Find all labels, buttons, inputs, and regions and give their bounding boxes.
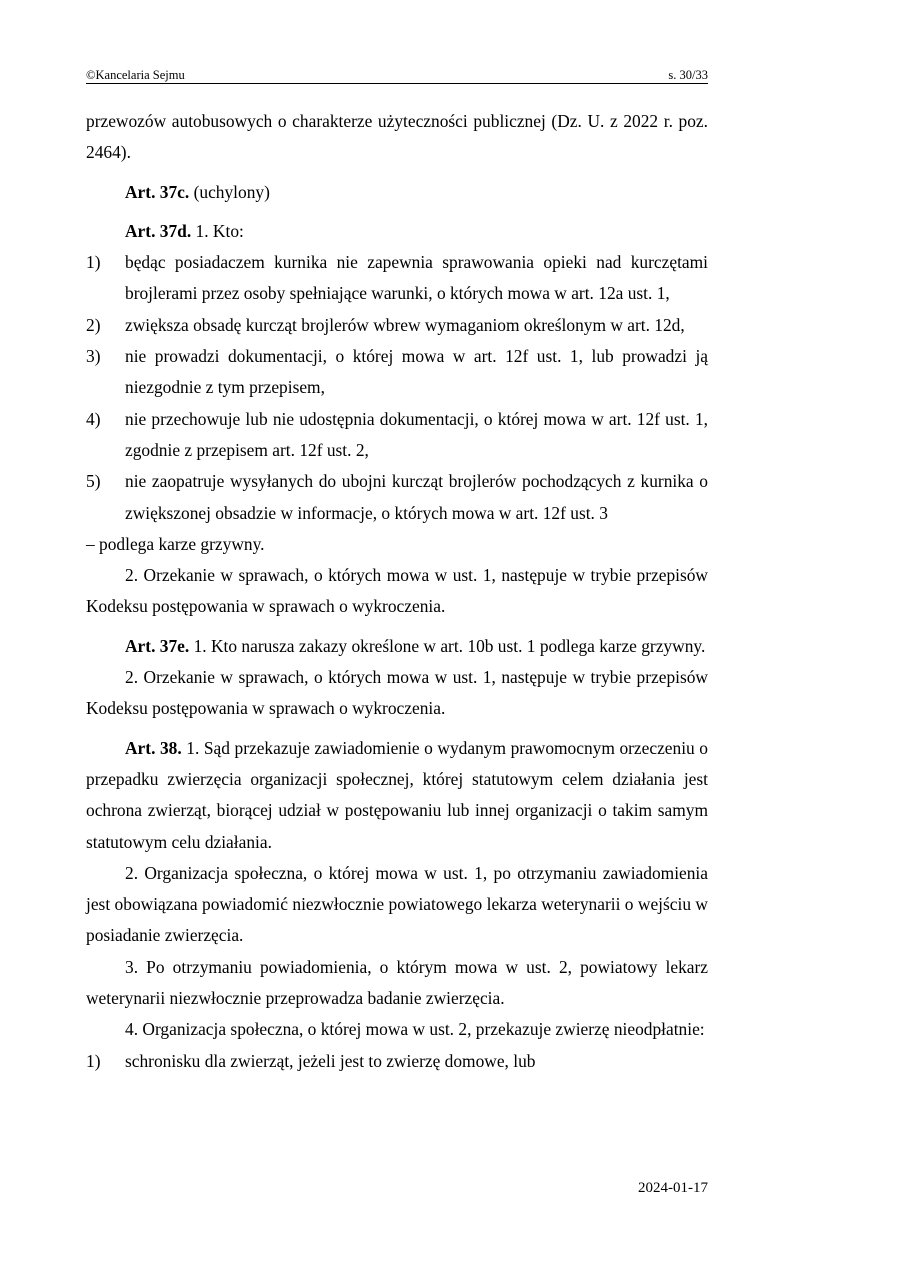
list-item-text: schronisku dla zwierząt, jeżeli jest to zwierzę domowe, lub (125, 1050, 536, 1071)
list-item-number: 5) (86, 471, 101, 492)
article-text: 1. Kto narusza zakazy określone w art. 10b ust. 1 podlega karze grzywny. (189, 635, 706, 656)
article-label: Art. 37e. (125, 635, 190, 656)
list-item-number: 1) (86, 252, 101, 273)
article-text: 1. Sąd przekazuje zawiadomienie o wydanym prawomocnym orzeczeniu o przepadku zwierzęcia organizacji społecznej, której statutowym celem działania jest ochrona zwierząt, biorącej udział w postępowaniu lub innej organizacji o takim samym statutowym celu działania. (86, 737, 708, 852)
article-label: Art. 37d. (125, 220, 192, 241)
article-37e (86, 631, 708, 662)
article-38-paragraph-2: 2. Organizacja społeczna, o której mowa w ust. 1, po otrzymaniu zawiadomienia jest obowiązana powiadomić niezwłocznie powiatowego lekarza weterynarii o wejściu w posiadanie zwierzęcia. (86, 862, 708, 946)
list-item-text: nie zaopatruje wysyłanych do ubojni kurcząt brojlerów pochodzących z kurnika o zwiększonej obsadzie w informacje, o których mowa w art. 12f ust. 3 (125, 471, 708, 523)
header-page-number: s. 30/33 (668, 68, 708, 82)
article-38 (86, 733, 708, 858)
article-37d (86, 216, 708, 247)
penalty-clause: – podlega karze grzywny. (86, 533, 265, 554)
list-item-text: będąc posiadaczem kurnika nie zapewnia sprawowania opieki nad kurczętami brojlerami przez osoby spełniające warunki, o których mowa w art. 12a ust. 1, (125, 252, 708, 304)
list-item (86, 341, 708, 404)
list-item-number: 2) (86, 314, 101, 335)
article-37d-paragraph-2: 2. Orzekanie w sprawach, o których mowa w ust. 1, następuje w trybie przepisów Kodeksu postępowania w sprawach o wykroczenia. (86, 565, 708, 617)
paragraph-continuation: przewozów autobusowych o charakterze użyteczności publicznej (Dz. U. z 2022 r. poz. 2464). (86, 111, 708, 163)
document-body (86, 106, 708, 1077)
list-item-number: 3) (86, 346, 101, 367)
list-item-number: 1) (86, 1050, 101, 1071)
list-item (86, 310, 708, 341)
article-text: (uchylony) (189, 181, 270, 202)
list-item (86, 247, 708, 310)
page-footer-date: 2024-01-17 (638, 1180, 708, 1196)
article-37c (86, 177, 708, 208)
article-38-paragraph-4: 4. Organizacja społeczna, o której mowa w ust. 2, przekazuje zwierzę nieodpłatnie: (125, 1019, 705, 1040)
article-37e-paragraph-2: 2. Orzekanie w sprawach, o których mowa w ust. 1, następuje w trybie przepisów Kodeksu postępowania w sprawach o wykroczenia. (86, 667, 708, 719)
article-label: Art. 37c. (125, 181, 190, 202)
list-item (86, 466, 708, 529)
list-item (86, 404, 708, 467)
header-publisher: ©Kancelaria Sejmu (86, 68, 185, 82)
article-text: 1. Kto: (191, 220, 244, 241)
list-item-text: nie przechowuje lub nie udostępnia dokumentacji, o której mowa w art. 12f ust. 1, zgodnie z przepisem art. 12f ust. 2, (125, 408, 708, 460)
article-38-paragraph-3: 3. Po otrzymaniu powiadomienia, o którym mowa w ust. 2, powiatowy lekarz weterynarii niezwłocznie przeprowadza badanie zwierzęcia. (86, 956, 708, 1009)
article-label: Art. 38. (125, 737, 182, 758)
page-header (86, 69, 708, 84)
list-item-text: zwiększa obsadę kurcząt brojlerów wbrew wymaganiom określonym w art. 12d, (125, 314, 685, 335)
list-item-text: nie prowadzi dokumentacji, o której mowa w art. 12f ust. 1, lub prowadzi ją niezgodnie z tym przepisem, (125, 346, 708, 398)
list-item (86, 1046, 708, 1077)
list-item-number: 4) (86, 408, 101, 429)
